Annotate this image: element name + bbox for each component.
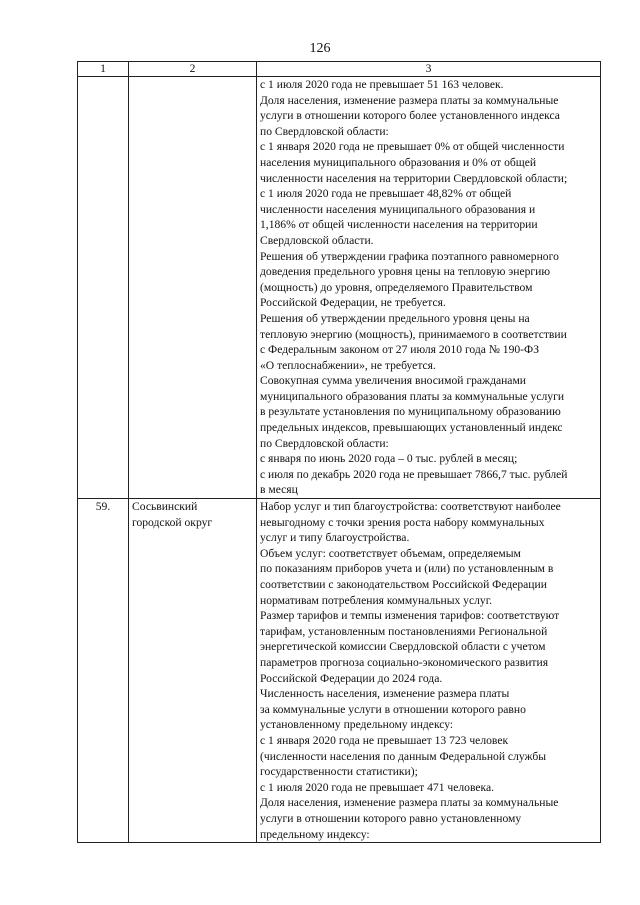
text-line: соответствии с законодательством Российской Федерации	[260, 578, 547, 591]
page-number: 126	[309, 41, 331, 56]
description-cell	[257, 499, 601, 843]
text-line: услуги в отношении которого равно установленному	[260, 811, 522, 825]
text-line: (численности населения по данным Федеральной службы	[260, 749, 547, 763]
text-line: численности населения на территории Свердловской области;	[260, 171, 568, 185]
text-line: предельных индексов, превышающих установленный индекс	[260, 421, 563, 435]
table-row	[78, 77, 601, 499]
text-line: нормативам потребления коммунальных услуг.	[260, 593, 493, 607]
text-line: Объем услуг: соответствует объемам, определяемым	[260, 546, 521, 560]
text-line: Доля населения, изменение размера платы за коммунальные	[260, 796, 559, 810]
header-col-1: 1	[78, 62, 129, 77]
text-line: по показаниям приборов учета и (или) по установленным в	[260, 562, 554, 576]
header-col-3: 3	[257, 62, 601, 77]
text-line: с июля по декабрь 2020 года не превышает 7866,7 тыс. рублей	[260, 467, 568, 481]
text-line: с Федеральным законом от 27 июля 2010 года № 190-ФЗ	[260, 343, 540, 357]
text-line: предельному индексу:	[260, 827, 370, 841]
text-line: установленному предельному индексу:	[260, 718, 454, 732]
text-line: государственности статистики);	[260, 765, 418, 779]
header-col-2: 2	[129, 62, 257, 77]
table-row	[78, 499, 601, 843]
row-number-cell: 59.	[78, 499, 129, 843]
text-line: населения муниципального образования и 0% от общей	[260, 155, 537, 169]
text-line: в результате установления по муниципальному образованию	[260, 405, 561, 419]
text-line: с 1 июля 2020 года не превышает 51 163 человек.	[260, 78, 504, 91]
text-line: по Свердловской области:	[260, 436, 389, 450]
text-line: Российской Федерации, не требуется.	[260, 296, 446, 310]
text-line: невыгодному с точки зрения роста набору коммунальных	[260, 515, 545, 529]
text-line: «О теплоснабжении», не требуется.	[260, 358, 436, 372]
text-line: с 1 июля 2020 года не превышает 471 человека.	[260, 780, 495, 794]
text-line: численности населения муниципального образования и	[260, 202, 536, 216]
text-line: с 1 января 2020 года не превышает 13 723 человек	[260, 733, 509, 747]
text-line: с 1 января 2020 года не превышает 0% от общей численности	[260, 140, 565, 154]
text-line: тепловую энергию (мощность), принимаемого в соответствии	[260, 327, 567, 341]
text-line: с 1 июля 2020 года не превышает 48,82% от общей	[260, 187, 512, 201]
table-header-row	[78, 62, 601, 77]
text-line: Доля населения, изменение размера платы за коммунальные	[260, 93, 559, 107]
text-line: городской округ	[132, 515, 213, 529]
document-table	[77, 61, 601, 843]
text-line: 1,186% от общей численности населения на территории	[260, 218, 538, 232]
text-line: по Свердловской области:	[260, 124, 389, 138]
text-line: параметров прогноза социально-экономического развития	[260, 655, 549, 669]
text-line: Решения об утверждении графика поэтапного равномерного	[260, 249, 559, 263]
text-line: Свердловской области.	[260, 233, 374, 247]
text-line: Решения об утверждении предельного уровня цены на	[260, 311, 530, 325]
description-cell	[257, 77, 601, 499]
text-line: Российской Федерации до 2024 года.	[260, 671, 443, 685]
municipality-cell	[129, 77, 257, 499]
text-line: Совокупная сумма увеличения вносимой гражданами	[260, 374, 526, 388]
text-line: (мощность) до уровня, определяемого Правительством	[260, 280, 533, 294]
municipality-cell	[129, 499, 257, 843]
text-line: в месяц	[260, 483, 298, 497]
text-line: с января по июнь 2020 года – 0 тыс. рублей в месяц;	[260, 452, 518, 466]
text-line: Размер тарифов и темпы изменения тарифов: соответствуют	[260, 609, 560, 623]
text-line: услуги в отношении которого более установленного индекса	[260, 109, 560, 123]
text-line: Численность населения, изменение размера платы	[260, 687, 510, 701]
text-line: Сосьвинский	[132, 500, 198, 514]
text-line: доведения предельного уровня цены на тепловую энергию	[260, 265, 551, 279]
text-line: тарифам, установленным постановлениями Региональной	[260, 624, 548, 638]
text-line: за коммунальные услуги в отношении которого равно	[260, 702, 526, 716]
text-line: Набор услуг и тип благоустройства: соответствуют наиболее	[260, 500, 561, 514]
text-line: услуг и типу благоустройства.	[260, 531, 410, 545]
text-line: энергетической комиссии Свердловской области с учетом	[260, 640, 546, 654]
text-line: муниципального образования платы за коммунальные услуги	[260, 389, 565, 403]
row-number-cell	[78, 77, 129, 499]
